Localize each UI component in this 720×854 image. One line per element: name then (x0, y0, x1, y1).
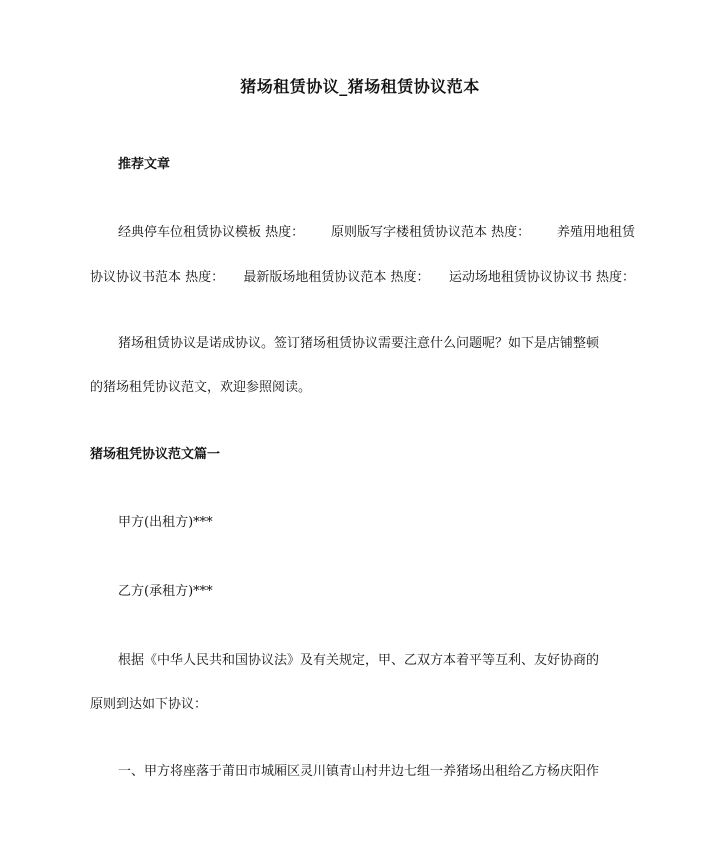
recommended-link[interactable]: 协议协议书范本 热度： (90, 270, 225, 285)
recommended-link[interactable]: 运动场地租赁协议协议书 热度： (448, 270, 635, 285)
document-title: 猪场租赁协议_猪场租赁协议范本 (240, 77, 480, 96)
intro-paragraph-line-1: 猪场租赁协议是诺成协议。签订猪场租赁协议需要注意什么问题呢？如下是店铺整顿 (118, 336, 600, 351)
recommended-heading: 推荐文章 (118, 157, 171, 172)
recommended-link[interactable]: 最新版场地租赁协议范本 热度： (243, 270, 430, 285)
basis-paragraph-line-2: 原则到达如下协议： (90, 697, 208, 712)
basis-paragraph-line-1: 根据《中华人民共和国协议法》及有关规定，甲、乙双方本着平等互利、友好协商的 (118, 653, 600, 668)
party-a: 甲方(出租方)*** (118, 515, 213, 530)
section-heading: 猪场租凭协议范文篇一 (90, 447, 221, 462)
recommended-link[interactable]: 经典停车位租赁协议模板 热度： (118, 225, 305, 240)
recommended-links-line-2 (90, 270, 635, 286)
recommended-link[interactable]: 养殖用地租赁 (556, 225, 635, 240)
clause-1-line-1: 一、甲方将座落于莆田市城厢区灵川镇青山村井边七组一养猪场出租给乙方杨庆阳作 (118, 764, 600, 779)
recommended-links-line-1 (118, 225, 635, 241)
recommended-link[interactable]: 原则版写字楼租赁协议范本 热度： (330, 225, 531, 240)
intro-paragraph-line-2: 的猪场租凭协议范文，欢迎参照阅读。 (90, 380, 312, 395)
party-b: 乙方(承租方)*** (118, 584, 213, 599)
